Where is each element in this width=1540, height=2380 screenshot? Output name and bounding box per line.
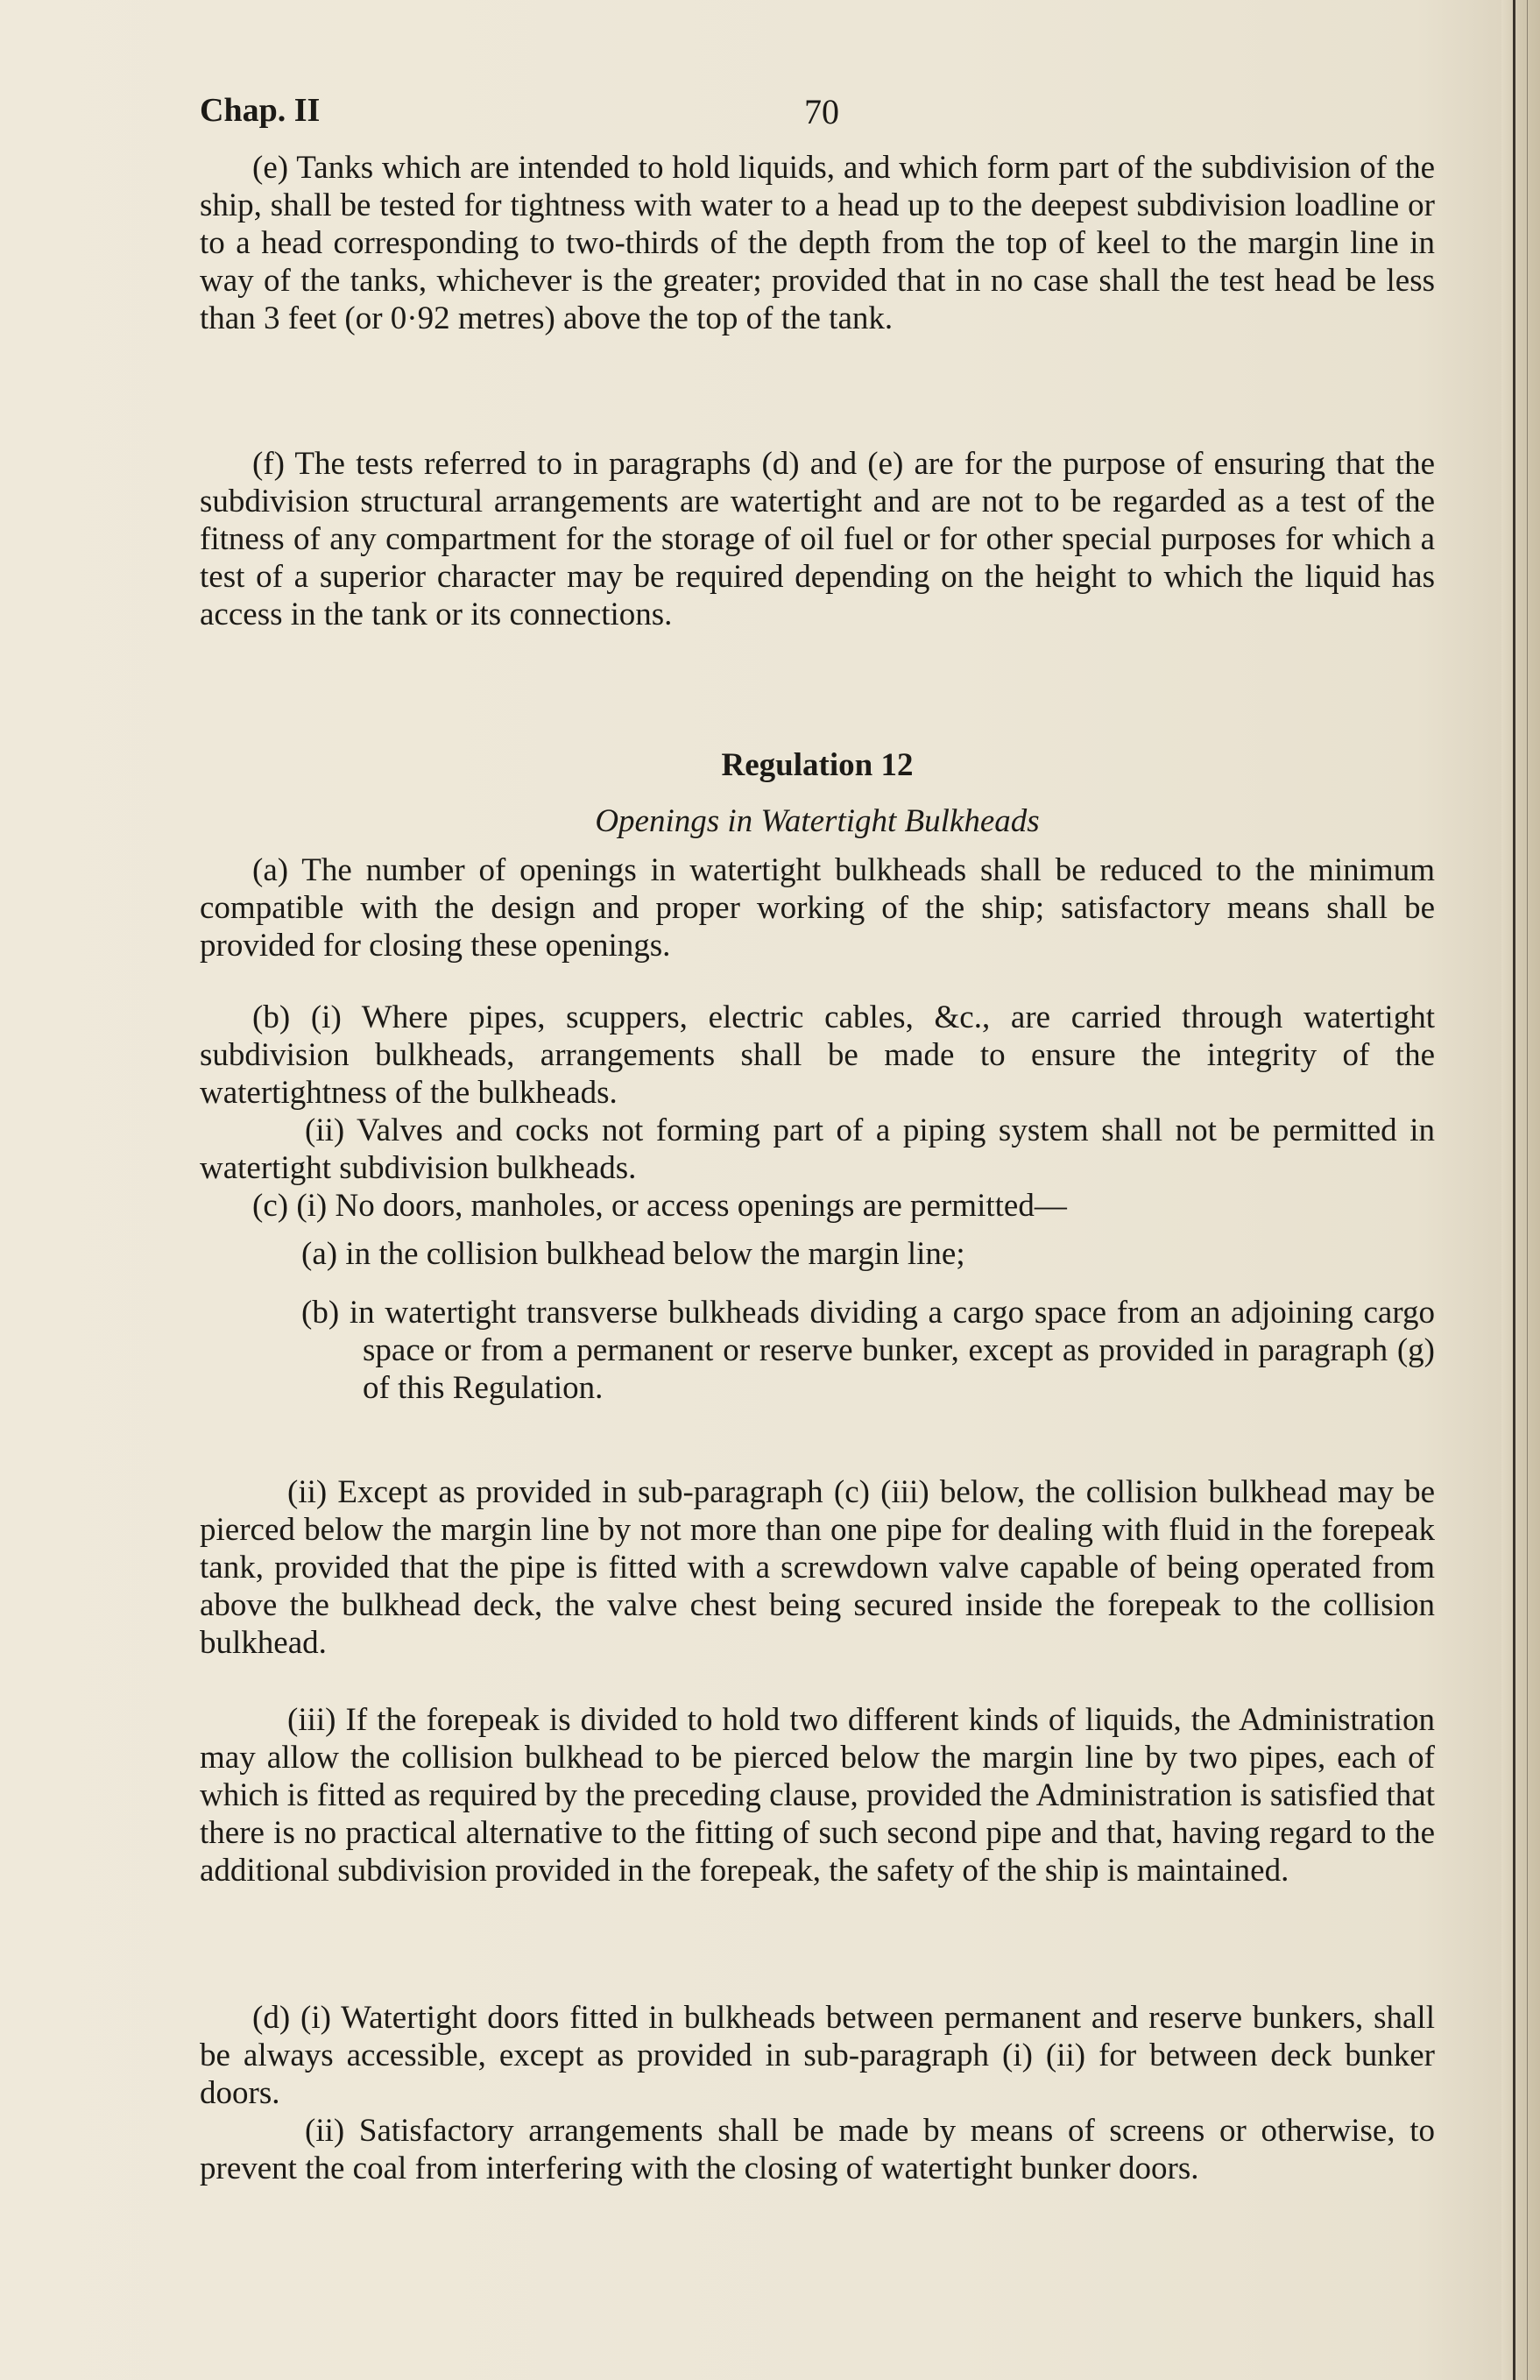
page-header <box>200 91 1444 144</box>
reg12-paragraph-c-i: (c) (i) No doors, manholes, or access openings are permitted— <box>252 1188 1067 1224</box>
reg12-paragraph-c-i-b: (b) in watertight transverse bulkheads dividing a cargo space from an adjoining cargo space or from a permanent or reserve bunker, except as provided in paragraph (g) of this Regulation. <box>301 1295 1435 1406</box>
paragraph-f: (f) The tests referred to in paragraphs (d) and (e) are for the purpose of ensuring that the subdivision structural arrangements are watertight and are not to be regarded as a test of the fitness of any compartment for the storage of oil fuel or for other special purposes for which a test of a superior character may be required depending on the height to which the liquid has access in the tank or its connections. <box>200 446 1435 632</box>
reg12-c-ii-block <box>200 1473 1435 1662</box>
page-number: 70 <box>804 92 839 131</box>
chapter-label: Chap. II <box>200 92 321 129</box>
spine-edge-line-inner <box>1527 0 1528 2380</box>
reg12-paragraph-b-ii: (ii) Valves and cocks not forming part of a piping system shall not be permitted in watertight subdivision bulkheads. <box>200 1112 1435 1186</box>
reg12-paragraph-d-i: (d) (i) Watertight doors fitted in bulkheads between permanent and reserve bunkers, shall be always accessible, except as provided in sub-paragraph (i) (ii) for between deck bunker doors. <box>200 2000 1435 2111</box>
regulation-title: Regulation 12 <box>721 747 914 783</box>
reg12-paragraph-a: (a) The number of openings in watertight bulkheads shall be reduced to the minimum compatible with the design and proper working of the ship; satisfactory means shall be provided for closing these openings. <box>200 852 1435 964</box>
reg12-paragraph-c-ii: (ii) Except as provided in sub-paragraph (c) (iii) below, the collision bulkhead may be pierced below the margin line by not more than one pipe for dealing with fluid in the forepeak tank, provided that the pipe is fitted with a screwdown valve capable of being operated from above the bulkhead deck, the valve chest being secured inside the forepeak to the collision bulkhead. <box>200 1474 1435 1661</box>
paragraph-f-block <box>200 445 1435 633</box>
reg12-paragraph-b-i: (b) (i) Where pipes, scuppers, electric cables, &c., are carried through watertight subdivision bulkheads, arrangements shall be made to ensure the integrity of the watertightness of the bulkheads. <box>200 999 1435 1111</box>
reg12-paragraph-c-iii: (iii) If the forepeak is divided to hold two different kinds of liquids, the Administration may allow the collision bulkhead to be pierced below the margin line by two pipes, each of which is fitted as required by the preceding clause, provided the Administration is satisfied that there is no practical alternative to the fitting of such second pipe and that, having regard to the additional subdivision provided in the forepeak, the safety of the ship is maintained. <box>200 1702 1435 1889</box>
reg12-b-block <box>200 999 1435 1225</box>
paragraph-e: (e) Tanks which are intended to hold liquids, and which form part of the subdivision of the ship, shall be tested for tightness with water to a head up to the deepest subdivision loadline or to a head corresponding to two-thirds of the depth from the top of keel to the margin line in way of the tanks, whichever is the greater; provided that in no case shall the test head be less than 3 feet (or 0·92 metres) above the top of the tank. <box>200 150 1435 336</box>
spine-edge-line <box>1513 0 1515 2380</box>
reg12-paragraph-d-ii: (ii) Satisfactory arrangements shall be made by means of screens or otherwise, to prevent the coal from interfering with the closing of watertight bunker doors. <box>200 2113 1435 2186</box>
reg12-paragraph-c-i-a: (a) in the collision bulkhead below the margin line; <box>301 1236 965 1272</box>
reg12-a-block <box>200 851 1435 964</box>
paragraph-e-block <box>200 149 1435 337</box>
reg12-c-list <box>200 1235 1435 1407</box>
reg12-d-block <box>200 1999 1435 2187</box>
book-spine <box>1501 0 1540 2380</box>
regulation-subtitle: Openings in Watertight Bulkheads <box>595 803 1040 839</box>
reg12-c-iii-block <box>200 1701 1435 1889</box>
